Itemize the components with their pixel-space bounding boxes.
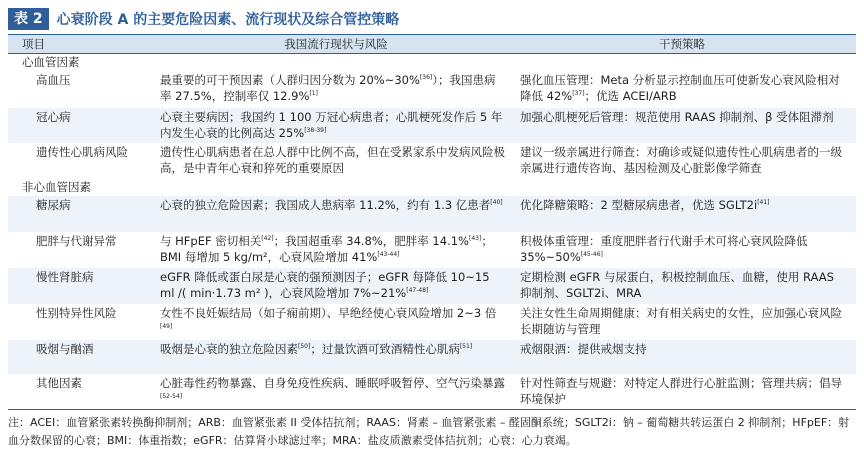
table-row (8, 304, 856, 340)
row-status: eGFR 降低或蛋白尿是心衰的强预测因子；eGFR 每降低 10~15 ml /( min·1.73 m² )，心衰风险增加 7%~21%[47-48] (160, 270, 490, 300)
section-cardio: 心血管因素 (22, 55, 80, 69)
table-row (8, 374, 856, 410)
row-strategy: 积极体重管理：重度肥胖者行代谢手术可将心衰风险降低 35%~50%[45-46] (520, 234, 808, 264)
row-status: 心衰主要病因；我国约 1 100 万冠心病患者；心肌梗死发作后 5 年内发生心衰的比例高达 25%[38-39] (160, 110, 503, 140)
row-status: 吸烟是心衰的独立危险因素[50]；过量饮酒可致酒精性心肌病[51] (160, 342, 473, 356)
table-row (8, 268, 856, 304)
row-name: 吸烟与酗酒 (36, 342, 94, 356)
row-strategy: 定期检测 eGFR 与尿蛋白，积极控制血压、血糖，使用 RAAS 抑制剂、SGLT2i、MRA (520, 270, 834, 300)
table-caption: 心衰阶段 A 的主要危险因素、流行现状及综合管控策略 (56, 12, 400, 28)
table-row (8, 108, 856, 143)
table-row (8, 340, 856, 374)
row-strategy: 戒烟限酒：提供戒烟支持 (520, 342, 647, 356)
row-status: 最重要的可干预因素（人群归因分数为 20%~30%[36]）；我国患病率 27.5%，控制率仅 12.9%[1] (160, 73, 496, 103)
row-name: 遗传性心肌病风险 (36, 145, 128, 159)
table-title (8, 8, 399, 30)
header-item: 项目 (22, 37, 45, 51)
row-name: 其他因素 (36, 376, 82, 390)
row-name: 慢性肾脏病 (36, 270, 94, 284)
row-name: 肥胖与代谢异常 (36, 234, 117, 248)
risk-factor-table (8, 34, 856, 410)
row-name: 性别特异性风险 (36, 306, 117, 320)
row-name: 糖尿病 (36, 198, 71, 212)
row-name: 冠心病 (36, 110, 71, 124)
row-status: 遗传性心肌病患者在总人群中比例不高，但在受累家系中发病风险极高，是中青年心衰和猝死的重要原因 (160, 145, 505, 175)
table-row (8, 143, 856, 179)
table-header (8, 34, 856, 54)
row-strategy: 强化血压管理：Meta 分析显示控制血压可使新发心衰风险相对降低 42%[37]；优选 ACEI/ARB (520, 73, 840, 103)
header-strategy: 干预策略 (659, 37, 705, 51)
table-number: 表 2 (8, 8, 49, 30)
row-status: 心衰的独立危险因素；我国成人患病率 11.2%，约有 1.3 亿患者[40] (160, 198, 503, 212)
row-strategy: 建议一级亲属进行筛查：对确诊或疑似遗传性心肌病患者的一级亲属进行遗传咨询、基因检测及心脏影像学筛查 (520, 145, 842, 175)
row-status: 女性不良妊娠结局（如子痫前期）、早绝经使心衰风险增加 2~3 倍[49] (160, 306, 497, 330)
table-row (8, 71, 856, 108)
table-row (8, 196, 856, 232)
section-noncardio: 非心血管因素 (22, 180, 91, 194)
row-strategy: 加强心肌梗死后管理：规范使用 RAAS 抑制剂、β 受体阻滞剂 (520, 110, 834, 124)
row-strategy: 针对性筛查与规避：对特定人群进行心脏监测；管理共病；倡导环境保护 (520, 376, 842, 406)
row-status: 与 HFpEF 密切相关[42]；我国超重率 34.8%，肥胖率 14.1%[43]；BMI 每增加 5 kg/m²，心衰风险增加 41%[43-44] (160, 234, 493, 264)
row-strategy: 关注女性生命周期健康：对有相关病史的女性，应加强心衰风险长期随访与管理 (520, 306, 842, 336)
table-footnote: 注：ACEI：血管紧张素转换酶抑制剂；ARB：血管紧张素 II 受体拮抗剂；RAAS：肾素 – 血管紧张素 – 醛固酮系统；SGLT2i：钠 – 葡萄糖共转运蛋白 2 抑制剂；HFpEF：射血分数保留的心衰；BMI：体重指数；eGFR：估算肾小球滤过率；MRA：盐皮质激素受体拮抗剂；心衰：心力衰竭。 (8, 416, 850, 447)
table-row (8, 232, 856, 268)
header-status: 我国流行现状与风险 (284, 37, 388, 51)
row-strategy: 优化降糖策略：2 型糖尿病患者，优选 SGLT2i[41] (520, 198, 770, 212)
row-name: 高血压 (36, 73, 71, 87)
row-status: 心脏毒性药物暴露、自身免疫性疾病、睡眠呼吸暂停、空气污染暴露[52-54] (160, 376, 505, 400)
